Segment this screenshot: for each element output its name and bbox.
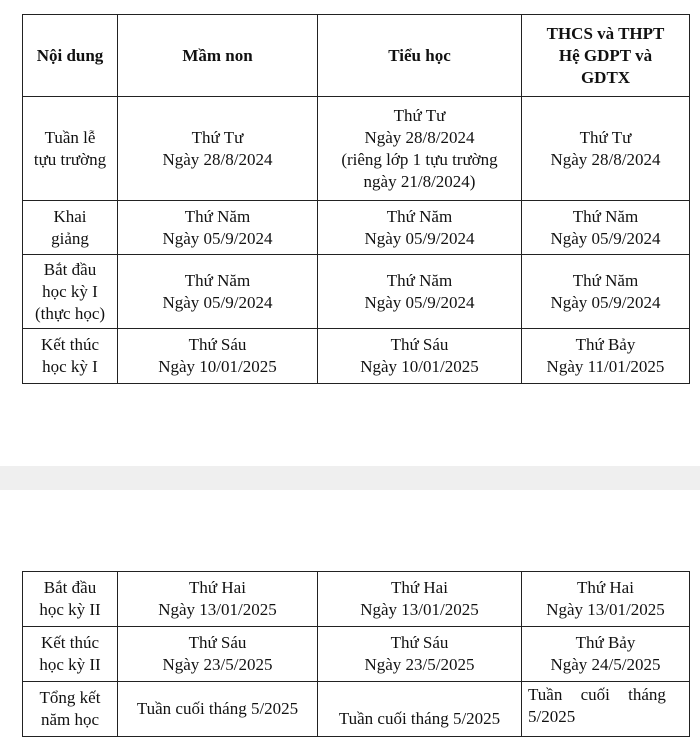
- page-break-band: [0, 466, 700, 490]
- table-row: [23, 682, 690, 737]
- table-row: [23, 627, 690, 682]
- row-label: Khai giảng: [23, 201, 118, 255]
- row-label: Bắt đầu học kỳ II: [23, 572, 118, 627]
- row-label: Bắt đầu học kỳ I (thực học): [23, 255, 118, 329]
- cell-mam-non: Thứ Sáu Ngày 10/01/2025: [118, 329, 318, 384]
- table-header-row: [23, 15, 690, 97]
- table-row: [23, 201, 690, 255]
- cell-mam-non: Thứ Năm Ngày 05/9/2024: [118, 255, 318, 329]
- school-calendar-table-part-2: [22, 571, 690, 737]
- cell-thcs: Thứ Năm Ngày 05/9/2024: [522, 201, 690, 255]
- cell-mam-non: Thứ Sáu Ngày 23/5/2025: [118, 627, 318, 682]
- cell-tieu-hoc: Thứ Tư Ngày 28/8/2024 (riêng lớp 1 tựu trường ngày 21/8/2024): [318, 97, 522, 201]
- header-thcs-thpt: THCS và THPT Hệ GDPT và GDTX: [522, 15, 690, 97]
- row-label: Kết thúc học kỳ II: [23, 627, 118, 682]
- cell-thcs: Thứ Năm Ngày 05/9/2024: [522, 255, 690, 329]
- cell-thcs: Thứ Bảy Ngày 11/01/2025: [522, 329, 690, 384]
- table-row: [23, 255, 690, 329]
- cell-tieu-hoc: Tuần cuối tháng 5/2025: [318, 682, 522, 737]
- table-row: [23, 329, 690, 384]
- cell-thcs: Thứ Tư Ngày 28/8/2024: [522, 97, 690, 201]
- cell-mam-non: Thứ Năm Ngày 05/9/2024: [118, 201, 318, 255]
- cell-thcs: Thứ Bảy Ngày 24/5/2025: [522, 627, 690, 682]
- table-row: [23, 97, 690, 201]
- cell-thcs: Tuần cuối tháng 5/2025: [522, 682, 690, 737]
- cell-mam-non: Thứ Tư Ngày 28/8/2024: [118, 97, 318, 201]
- cell-mam-non: Tuần cuối tháng 5/2025: [118, 682, 318, 737]
- cell-tieu-hoc: Thứ Năm Ngày 05/9/2024: [318, 201, 522, 255]
- cell-thcs: Thứ Hai Ngày 13/01/2025: [522, 572, 690, 627]
- cell-tieu-hoc: Thứ Sáu Ngày 23/5/2025: [318, 627, 522, 682]
- header-tieu-hoc: Tiểu học: [318, 15, 522, 97]
- header-mam-non: Mầm non: [118, 15, 318, 97]
- school-calendar-table-part-1: [22, 14, 690, 384]
- table-row: [23, 572, 690, 627]
- cell-tieu-hoc: Thứ Năm Ngày 05/9/2024: [318, 255, 522, 329]
- row-label: Tổng kết năm học: [23, 682, 118, 737]
- row-label: Tuần lễ tựu trường: [23, 97, 118, 201]
- cell-mam-non: Thứ Hai Ngày 13/01/2025: [118, 572, 318, 627]
- header-noi-dung: Nội dung: [23, 15, 118, 97]
- row-label: Kết thúc học kỳ I: [23, 329, 118, 384]
- cell-tieu-hoc: Thứ Sáu Ngày 10/01/2025: [318, 329, 522, 384]
- cell-tieu-hoc: Thứ Hai Ngày 13/01/2025: [318, 572, 522, 627]
